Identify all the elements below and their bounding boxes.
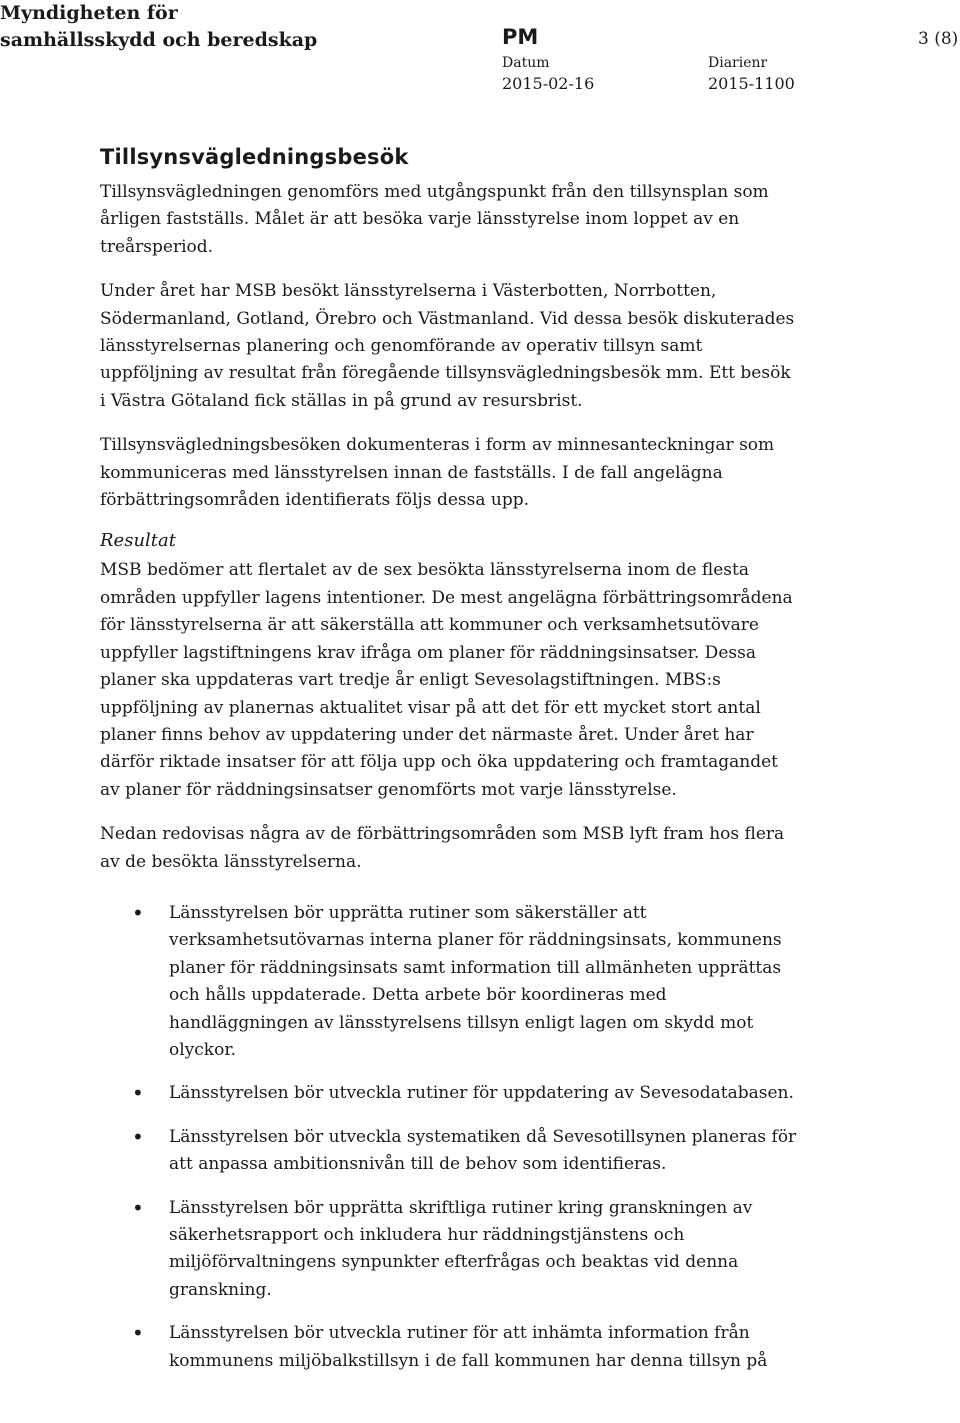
result-heading: Resultat (100, 530, 176, 552)
diarienr-value: 2015-1100 (708, 74, 795, 93)
date-value: 2015-02-16 (502, 74, 595, 93)
list-item: • Länsstyrelsen bör utveckla rutiner för uppdatering av Sevesodatabasen. (100, 1080, 800, 1107)
diarienr-label: Diarienr (708, 55, 768, 71)
organization-name (0, 0, 317, 54)
paragraph: Tillsynsvägledningsbesöken dokumenteras i form av minnesanteckningar som kommuniceras med länsstyrelsen innan de fastställs. I de fall angelägna förbättringsområden identifierats följs dessa upp. (100, 435, 775, 511)
date-label: Datum (502, 55, 550, 71)
organization-name-line1: Myndigheten för (0, 2, 178, 24)
list-item: • Länsstyrelsen bör upprätta rutiner som säkerställer att verksamhetsutövarnas interna planer för räddningsinsats, kommunens planer för räddningsinsats samt information till allmänheten upprättas och hålls uppdaterade. Detta arbete bör koordineras med handläggningen av länsstyrelsens tillsyn enligt lagen om skydd mot olyckor. (100, 900, 800, 1064)
paragraph: Tillsynsvägledningen genomförs med utgångspunkt från den tillsynsplan som årligen fastställs. Målet är att besöka varje länsstyrelse inom loppet av en treårsperiod. (100, 182, 769, 257)
paragraph: MSB bedömer att flertalet av de sex besökta länsstyrelserna inom de flesta områden uppfyller lagens intentioner. De mest angelägna förbättringsområdena för länsstyrelserna är att säkerställa att kommuner och verksamhetsutövare uppfyller lagstiftningens krav ifråga om planer för räddningsinsatser. Dessa planer ska uppdateras vart tredje år enligt Sevesolagstiftningen. MBS:s uppföljning av planernas aktualitet visar på att det för ett mycket stort antal planer finns behov av uppdatering under det närmaste året. Under året har därför riktade insatser för att följa upp och öka uppdatering och framtagandet av planer för räddningsinsatser genomförts mot varje länsstyrelse. (100, 560, 793, 800)
list-item: • Länsstyrelsen bör upprätta skriftliga rutiner kring granskningen av säkerhetsrapport och inkludera hur räddningstjänstens och miljöförvaltningens synpunkter efterfrågas och beaktas vid denna granskning. (100, 1195, 800, 1305)
list-item: • Länsstyrelsen bör utveckla rutiner för att inhämta information från kommunens miljöbalkstillsyn i de fall kommunen har denna tillsyn på (100, 1320, 800, 1375)
section-title: Tillsynsvägledningsbesök (100, 145, 409, 169)
organization-name-line2: samhällsskydd och beredskap (0, 29, 318, 51)
page-number: 3 (8) (918, 29, 959, 49)
paragraph: Under året har MSB besökt länsstyrelserna i Västerbotten, Norrbotten, Södermanland, Gotland, Örebro och Västmanland. Vid dessa besök diskuterades länsstyrelsernas planering och genomförande av operativ tillsyn samt uppföljning av resultat från föregående tillsynsvägledningsbesök mm. Ett besök i Västra Götaland fick ställas in på grund av resursbrist. (100, 281, 795, 411)
list-item: • Länsstyrelsen bör utveckla systematiken då Sevesotillsynen planeras för att anpassa ambitionsnivån till de behov som identifieras. (100, 1124, 800, 1179)
document-body (100, 145, 800, 1391)
paragraph: Nedan redovisas några av de förbättringsområden som MSB lyft fram hos flera av de besökta länsstyrelserna. (100, 824, 785, 872)
improvement-list (100, 900, 800, 1375)
document-type: PM (502, 25, 539, 49)
